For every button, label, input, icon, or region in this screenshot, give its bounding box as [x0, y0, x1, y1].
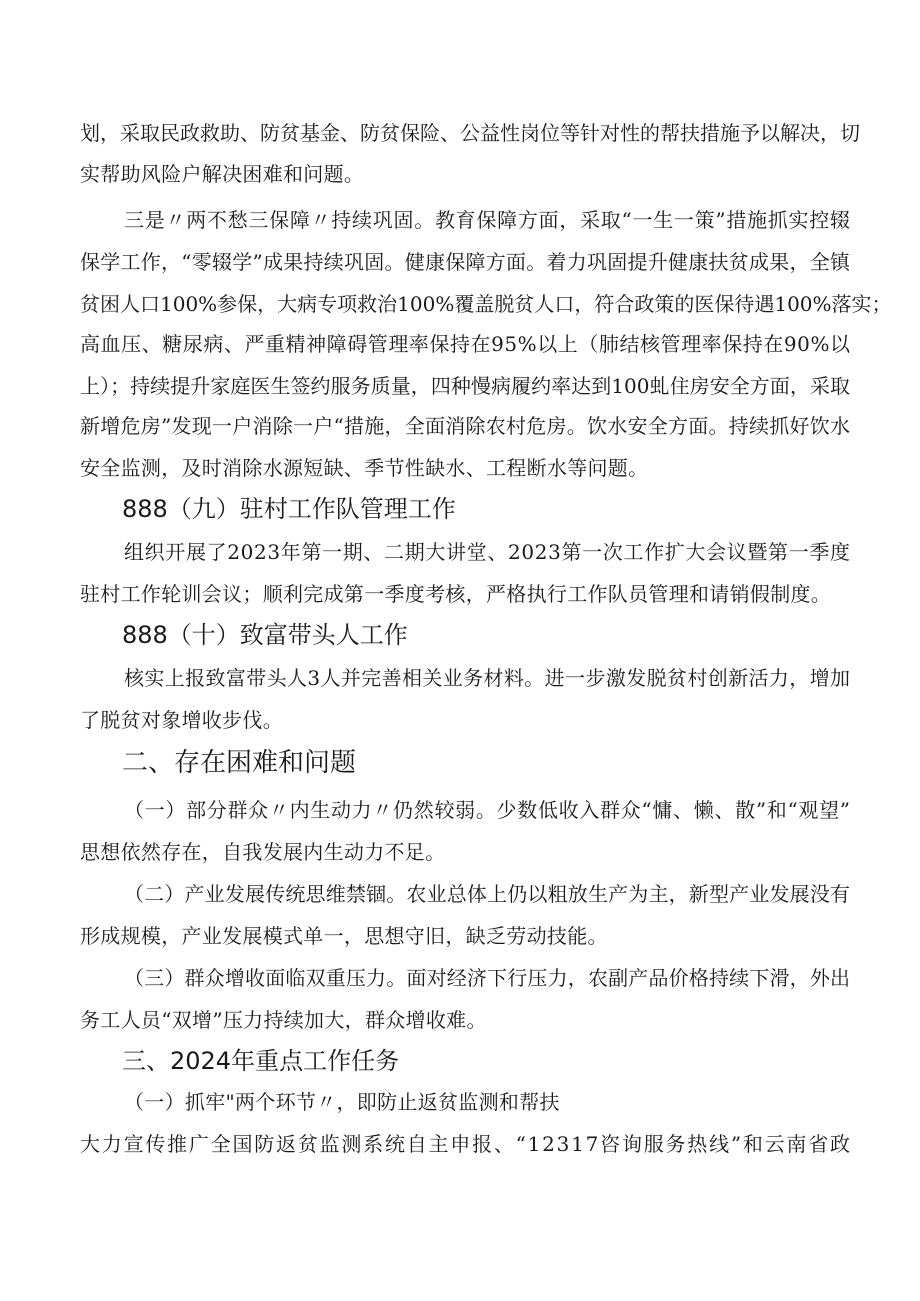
- text-line: 划，采取民政救助、防贫基金、防贫保险、公益性岗位等针对性的帮扶措施予以解决，切: [80, 121, 860, 145]
- text-line: 大力宣传推广全国防返贫监测系统自主申报、“12317咨询服务热线”和云南省政: [80, 1132, 852, 1156]
- text-line: 实帮助风险户解决困难和问题。: [80, 162, 365, 186]
- text-line: 保学工作，“零辍学”成果持续巩固。健康保障方面。着力巩固提升健康扶贫成果，全镇: [80, 250, 851, 274]
- text-line: 贫困人口100%参保，大病专项救治100%覆盖脱贫人口，符合政策的医保待遇100%落实；: [80, 292, 892, 316]
- text-line: 了脱贫对象增收步伐。: [80, 708, 283, 732]
- section-heading: 888（十）致富带头人工作: [122, 621, 408, 649]
- chapter-heading: 二、存在困难和问题: [122, 748, 357, 778]
- text-line: （三）群众增收面临双重压力。面对经济下行压力，农副产品价格持续下滑，外出: [124, 966, 851, 990]
- text-line: 核实上报致富带头人3人并完善相关业务材料。进一步激发脱贫村创新活力，增加: [124, 666, 851, 690]
- text-line: 三是〃两不愁三保障〃持续巩固。教育保障方面，采取“一生一策”措施抓实控辍: [124, 208, 851, 232]
- text-line: 新增危房”发现一户消除一户“措施，全面消除农村危房。饮水安全方面。持续抓好饮水: [80, 414, 851, 438]
- text-line: 形成规模，产业发展模式单一，思想守旧，缺乏劳动技能。: [80, 924, 608, 948]
- text-line: 务工人员“双增”压力持续加大，群众增收难。: [80, 1008, 487, 1032]
- section-heading: 888（九）驻村工作队管理工作: [122, 495, 456, 523]
- text-line: （一）部分群众〃内生动力〃仍然较弱。少数低收入群众“慵、懒、散”和“观望”: [124, 798, 851, 822]
- text-line: （一）抓牢"两个环节〃，即防止返贫监测和帮扶: [124, 1090, 560, 1114]
- text-line: 上）；持续提升家庭医生签约服务质量，四种慢病履约率达到100虬住房安全方面，采取: [80, 374, 851, 398]
- text-line: 思想依然存在，自我发展内生动力不足。: [80, 840, 446, 864]
- text-line: 驻村工作轮训会议；顺利完成第一季度考核，严格执行工作队员管理和请销假制度。: [80, 582, 832, 606]
- text-line: 安全监测，及时消除水源短缺、季节性缺水、工程断水等问题。: [80, 456, 649, 480]
- text-line: 高血压、糖尿病、严重精神障碍管理率保持在95%以上（肺结核管理率保持在90%以: [80, 332, 851, 356]
- chapter-heading: 三、2024年重点工作任务: [122, 1047, 400, 1075]
- text-line: 组织开展了2023年第一期、二期大讲堂、2023第一次工作扩大会议暨第一季度: [124, 540, 851, 564]
- text-line: （二）产业发展传统思维禁锢。农业总体上仍以粗放生产为主，新型产业发展没有: [124, 882, 851, 906]
